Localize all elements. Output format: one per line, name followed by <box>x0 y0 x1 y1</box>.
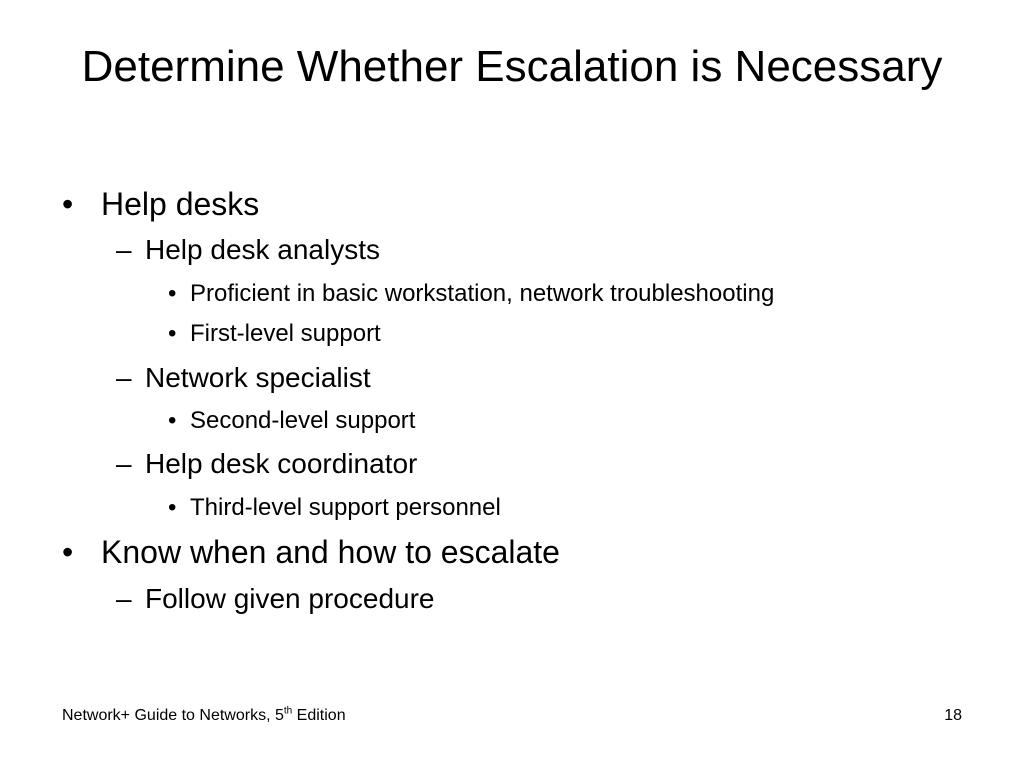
sub-sub-bullet-text: Proficient in basic workstation, network troubleshooting <box>190 280 775 307</box>
sub-sub-bullet-text: First-level support <box>190 320 381 347</box>
dash-marker: – <box>116 583 132 614</box>
footer-source-suffix: Edition <box>292 707 346 724</box>
dash-marker: – <box>116 234 132 265</box>
footer-source-prefix: Network+ Guide to Networks, 5 <box>62 707 284 724</box>
sub-bullet-text: Help desk analysts <box>145 234 381 265</box>
footer-source-superscript: th <box>283 705 293 717</box>
sub-sub-bullet-text: Third-level support personnel <box>190 494 501 521</box>
sub-bullet-text: Help desk coordinator <box>145 448 418 479</box>
page-number: 18 <box>944 707 962 724</box>
sub-bullet-text: Network specialist <box>145 362 371 393</box>
bullet-marker: • <box>168 494 177 521</box>
bullet-marker: • <box>168 320 177 347</box>
bullet-text: Help desks <box>101 186 260 222</box>
sub-sub-bullet-text: Second-level support <box>190 407 416 434</box>
bullet-marker: • <box>168 280 177 307</box>
sub-bullet-text: Follow given procedure <box>145 583 435 614</box>
dash-marker: – <box>116 448 132 479</box>
bullet-marker: • <box>62 534 74 570</box>
bullet-marker: • <box>62 186 74 222</box>
dash-marker: – <box>116 362 132 393</box>
bullet-marker: • <box>168 407 177 434</box>
slide-title: Determine Whether Escalation is Necessary <box>81 42 943 91</box>
bullet-text: Know when and how to escalate <box>101 534 560 570</box>
footer-source <box>62 706 346 726</box>
